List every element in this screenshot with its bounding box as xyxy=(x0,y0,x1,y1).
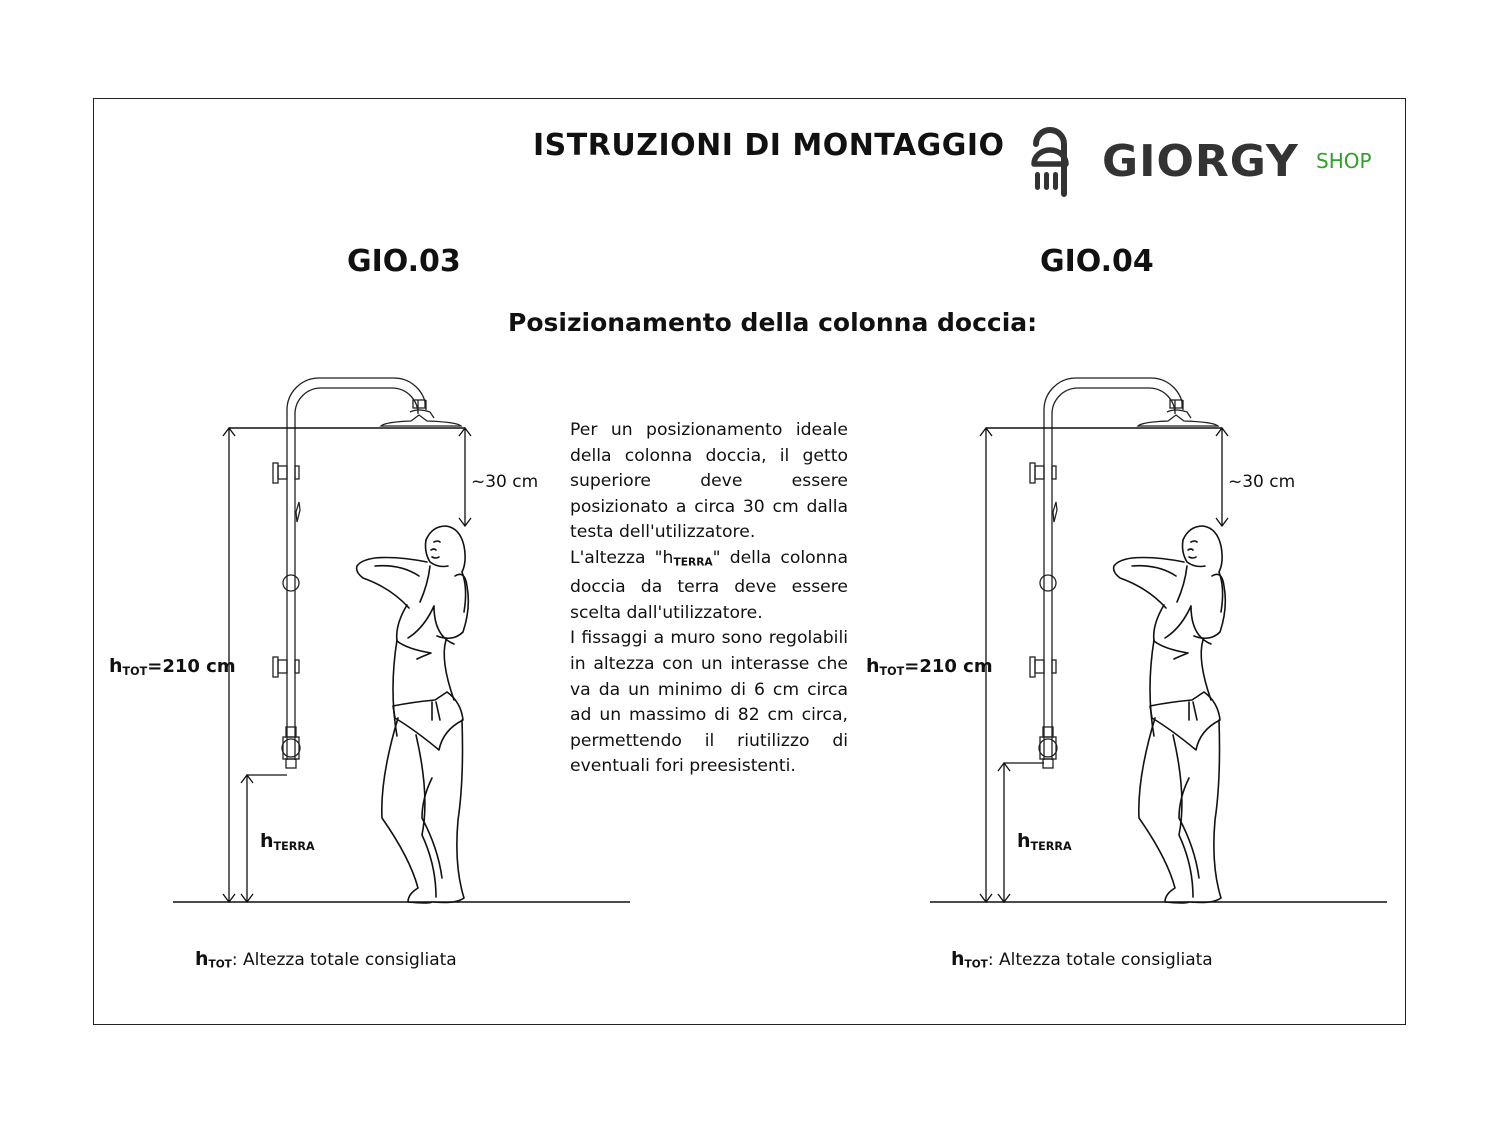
ground-height-label-right: $h_{TERRA}$ xyxy=(1017,830,1072,853)
diagram-gio03 xyxy=(173,378,630,903)
legend-total-height-right: $h_{TOT}$: Altezza totale consigliata xyxy=(951,948,1213,971)
legend-total-height-left: $h_{TOT}$: Altezza totale consigliata xyxy=(195,948,457,971)
model-title-gio04: GIO.04 xyxy=(1040,244,1154,279)
total-height-label-left: $h_{TOT}=210$ cm xyxy=(109,655,236,678)
model-title-gio03: GIO.03 xyxy=(347,244,461,279)
diagram-gio04 xyxy=(930,378,1387,903)
section-subtitle: Posizionamento della colonna doccia: xyxy=(508,308,1038,337)
logo-shop-text: SHOP xyxy=(1316,149,1372,173)
head-gap-label-left: ~30 cm xyxy=(471,472,539,492)
total-height-label-right: $h_{TOT}=210$ cm xyxy=(866,655,993,678)
ground-height-label-left: $h_{TERRA}$ xyxy=(260,830,315,853)
head-gap-label-right: ~30 cm xyxy=(1228,472,1296,492)
instruction-paragraph-3: I fissaggi a muro sono regolabili in altezza con un interasse che va da un minimo di 6 cm circa ad un massimo di 82 cm circa, permettendo il riutilizzo di eventuali fori preesistenti. xyxy=(570,628,848,777)
instruction-paragraph-2: L'altezza "$h_{TERRA}$" della colonna doccia da terra deve essere scelta dall'utilizzatore. xyxy=(570,547,848,623)
logo-brand-text: GIORGY xyxy=(1102,136,1299,187)
instruction-paragraph-1: Per un posizionamento ideale della colonna doccia, il getto superiore deve essere posizionato a circa 30 cm dalla testa dell'utilizzatore. xyxy=(570,420,848,543)
page-title: ISTRUZIONI DI MONTAGGIO xyxy=(533,128,1005,163)
